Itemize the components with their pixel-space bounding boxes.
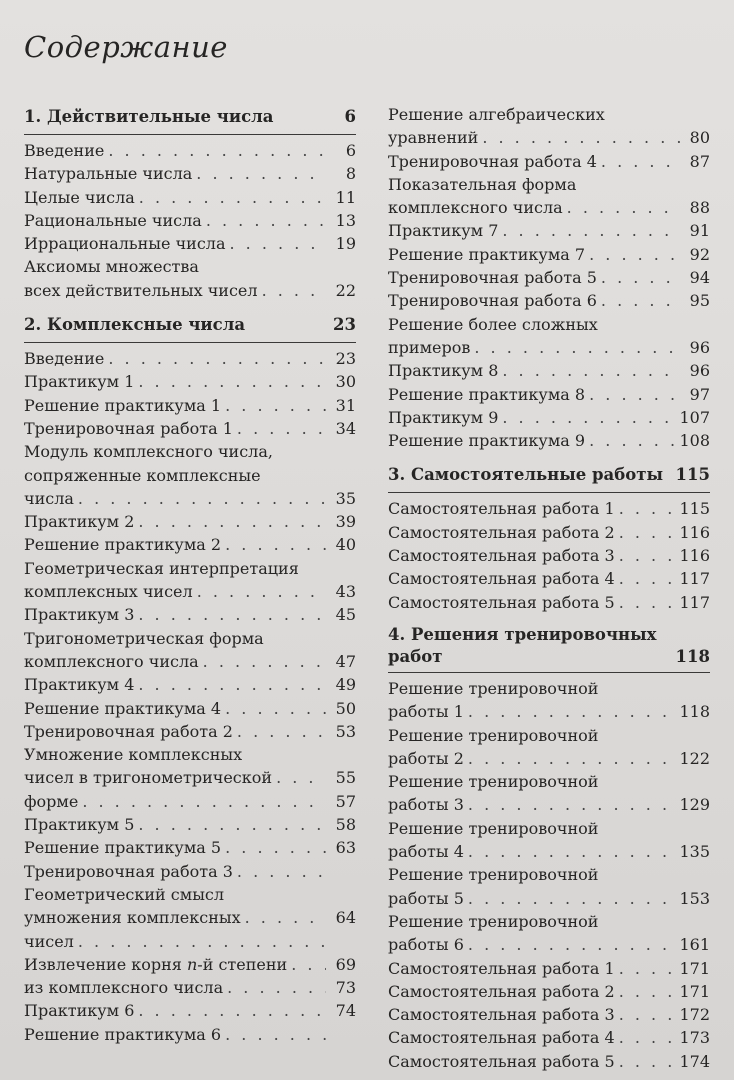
entry-label-part: Извлечение корня (24, 954, 182, 974)
entry-label-line: Решение тренировочной (388, 678, 599, 698)
leader-dots (567, 196, 680, 219)
section-title-row2 (388, 646, 710, 668)
leader-dots (206, 209, 326, 232)
toc-entry (24, 510, 356, 533)
leader-dots (197, 580, 326, 603)
entry-page: 171 (679, 981, 710, 1001)
entry-label-line: Решение более сложных (388, 314, 598, 334)
entry-label: Самостоятельная работа 3 (388, 546, 615, 566)
divider (388, 672, 710, 673)
toc-entry (24, 370, 356, 393)
entry-label: Тренировочная работа 3 (24, 861, 233, 881)
entry-page: 91 (689, 221, 710, 241)
entry-label: чисел в тригонометрической (24, 768, 273, 788)
entry-page: 64 (335, 908, 356, 928)
entry-page: 95 (689, 291, 710, 311)
entry-label-line: Решение тренировочной (388, 818, 599, 838)
toc-entry (388, 1026, 710, 1049)
leader-dots (468, 933, 676, 956)
entry-page: 115 (679, 499, 710, 519)
entry-page: 135 (679, 842, 710, 862)
leader-dots (262, 279, 326, 302)
leader-dots (237, 860, 326, 883)
toc-entry (24, 487, 356, 510)
entry-label: Самостоятельная работа 5 (388, 592, 615, 612)
entry-label-part: -й степени (197, 954, 288, 974)
leader-dots (230, 232, 327, 255)
entry-label: Тренировочная работа 1 (24, 418, 233, 438)
leader-dots (619, 544, 676, 567)
entry-page: 40 (335, 535, 356, 555)
section-title: 4. Решения тренировочных (388, 624, 657, 644)
toc-entry (388, 150, 710, 173)
entry-label: Рациональные числа (24, 210, 202, 230)
leader-dots (225, 697, 326, 720)
entry-label-line: Решение тренировочной (388, 725, 599, 745)
toc-entry (24, 650, 356, 673)
leader-dots (482, 126, 680, 149)
entry-label: Решение практикума 2 (24, 535, 222, 555)
toc-entry (388, 383, 710, 406)
entry-label: Самостоятельная работа 4 (388, 569, 615, 589)
leader-dots (619, 1003, 676, 1026)
entry-label: комплексного числа (24, 651, 199, 671)
toc-entry (24, 976, 356, 999)
entry-label: числа (24, 488, 74, 508)
toc-entry (388, 289, 710, 312)
entry-page: 74 (335, 1001, 356, 1021)
leader-dots (502, 359, 680, 382)
leader-dots (619, 957, 676, 980)
toc-entry (24, 580, 356, 603)
leader-dots (225, 836, 326, 859)
entry-page: 63 (335, 838, 356, 858)
entry-label: работы 4 (388, 842, 464, 862)
entry-label-line: Тригонометрическая форма (24, 628, 264, 648)
toc-entry (24, 279, 356, 302)
entry-page: 172 (679, 1005, 710, 1025)
leader-dots (225, 394, 326, 417)
entry-page: 174 (679, 1051, 710, 1071)
leader-dots (619, 1050, 676, 1073)
entry-label-line: Решение тренировочной (388, 911, 599, 931)
entry-label: Самостоятельная работа 3 (388, 1005, 615, 1025)
toc-entry (24, 232, 356, 255)
toc-entry (24, 790, 356, 813)
section-heading-3 (388, 462, 710, 488)
entry-label: работы 2 (388, 748, 464, 768)
leader-dots (589, 429, 675, 452)
entry-label-line: Решение тренировочной (388, 772, 599, 792)
entry-label: комплексных чисел (24, 582, 193, 602)
entry-label: Практикум 4 (24, 675, 135, 695)
entry-label: Самостоятельная работа 4 (388, 1028, 615, 1048)
entry-label: Решение практикума 6 (24, 1024, 222, 1044)
toc-entry (24, 162, 356, 185)
toc-entry (388, 219, 710, 242)
leader-dots (108, 139, 326, 162)
leader-dots (138, 673, 326, 696)
toc-entry (388, 840, 710, 863)
toc-entry (388, 1050, 710, 1073)
entry-page: 73 (335, 978, 356, 998)
entry-page: 30 (335, 372, 356, 392)
entry-label-line: Умножение комплексных (24, 745, 243, 765)
entry-label: Практикум 2 (24, 512, 135, 532)
leader-dots (468, 840, 676, 863)
leader-dots (619, 497, 676, 520)
toc-entry (24, 673, 356, 696)
entry-page: 96 (689, 361, 710, 381)
toc-entry (24, 930, 356, 953)
leader-dots (138, 999, 326, 1022)
entry-label-line: Геометрическая интерпретация (24, 558, 299, 578)
toc-entry (388, 933, 710, 956)
toc-entry (24, 813, 356, 836)
leader-dots (502, 406, 675, 429)
toc-entry (388, 429, 710, 452)
toc-entry (388, 591, 710, 614)
toc-entry (388, 544, 710, 567)
leader-dots (619, 521, 676, 544)
leader-dots (138, 603, 326, 626)
entry-page: 173 (679, 1028, 710, 1048)
entry-page: 57 (335, 791, 356, 811)
entry-page: 8 (345, 164, 356, 184)
entry-page: 58 (335, 815, 356, 835)
entry-label: Натуральные числа (24, 164, 193, 184)
leader-dots (601, 150, 680, 173)
leader-dots (619, 591, 676, 614)
entry-label: Решение практикума 8 (388, 384, 586, 404)
entry-label: Самостоятельная работа 1 (388, 499, 615, 519)
leader-dots (138, 510, 326, 533)
leader-dots (138, 813, 326, 836)
toc-entry (388, 793, 710, 816)
entry-label: Самостоятельная работа 2 (388, 522, 615, 542)
entry-page: 116 (679, 546, 710, 566)
toc-entry (388, 359, 710, 382)
entry-page: 50 (335, 698, 356, 718)
toc-entry (388, 887, 710, 910)
toc-left-column (24, 104, 356, 1046)
entry-label: Решение практикума 1 (24, 395, 222, 415)
toc-entry (24, 953, 356, 976)
entry-page: 35 (335, 488, 356, 508)
toc-entry (388, 700, 710, 723)
entry-label: Самостоятельная работа 1 (388, 958, 615, 978)
entry-page: 97 (689, 384, 710, 404)
entry-label: Практикум 3 (24, 605, 135, 625)
entry-page: 39 (335, 512, 356, 532)
entry-page: 87 (689, 151, 710, 171)
entry-label: Практикум 5 (24, 815, 135, 835)
entry-page: 116 (679, 522, 710, 542)
entry-label (24, 953, 287, 976)
toc-entry (388, 243, 710, 266)
entry-page: 34 (335, 418, 356, 438)
entry-label: работы 5 (388, 888, 464, 908)
leader-dots (276, 766, 326, 789)
entry-page: 161 (679, 935, 710, 955)
toc-entry (24, 999, 356, 1022)
entry-page: 92 (689, 244, 710, 264)
entry-page: 47 (335, 651, 356, 671)
entry-page: 6 (345, 141, 356, 160)
entry-label: работы 6 (388, 935, 464, 955)
leader-dots (237, 720, 326, 743)
entry-label: Практикум 6 (24, 1001, 135, 1021)
toc-entry (24, 836, 356, 859)
entry-page: 53 (335, 721, 356, 741)
section-heading-1 (24, 104, 356, 130)
leader-dots (601, 289, 680, 312)
entry-label-line: Геометрический смысл (24, 884, 225, 904)
divider (388, 492, 710, 493)
entry-label: Тренировочная работа 4 (388, 151, 597, 171)
toc-entry (24, 603, 356, 626)
leader-dots (227, 976, 326, 999)
entry-page: 153 (679, 888, 710, 908)
leader-dots (474, 336, 680, 359)
leader-dots (291, 953, 326, 976)
section-title: 3. Самостоятельные работы (388, 465, 664, 485)
leader-dots (196, 162, 326, 185)
leader-dots (203, 650, 326, 673)
divider (24, 134, 356, 135)
leader-dots (502, 219, 680, 242)
entry-label-line: Модуль комплексного числа, (24, 442, 273, 462)
leader-dots (245, 906, 326, 929)
toc-entry (388, 336, 710, 359)
divider (24, 342, 356, 343)
leader-dots (468, 700, 676, 723)
toc-entry (388, 497, 710, 520)
entry-page: 94 (689, 268, 710, 288)
entry-label: Практикум 9 (388, 407, 499, 427)
leader-dots (619, 567, 676, 590)
entry-label: Тренировочная работа 6 (388, 291, 597, 311)
entry-page: 11 (335, 187, 356, 207)
toc-entry (24, 186, 356, 209)
toc-entry (388, 521, 710, 544)
math-variable: n (186, 954, 198, 974)
leader-dots (237, 417, 326, 440)
toc-entry (24, 906, 356, 929)
entry-label: чисел (24, 931, 74, 951)
toc-entry (388, 957, 710, 980)
toc-entry (388, 567, 710, 590)
toc-right-column (388, 103, 710, 1073)
entry-label: всех действительных чисел (24, 280, 258, 300)
leader-dots (139, 186, 326, 209)
toc-entry (24, 720, 356, 743)
entry-page: 55 (335, 768, 356, 788)
entry-label: Иррациональные числа (24, 234, 226, 254)
entry-page: 22 (335, 280, 356, 300)
entry-label: Тренировочная работа 2 (24, 721, 233, 741)
entry-label: уравнений (388, 128, 479, 148)
entry-page: 171 (679, 958, 710, 978)
toc-entry (388, 266, 710, 289)
entry-page: 129 (679, 795, 710, 815)
leader-dots (468, 793, 676, 816)
entry-page: 23 (335, 349, 356, 369)
entry-page: 45 (335, 605, 356, 625)
leader-dots (138, 370, 326, 393)
entry-label: Практикум 7 (388, 221, 499, 241)
entry-label: Введение (24, 141, 105, 160)
entry-label: Введение (24, 349, 105, 369)
entry-page: 96 (689, 337, 710, 357)
toc-entry (24, 697, 356, 720)
entry-label: Самостоятельная работа 2 (388, 981, 615, 1001)
entry-label: работы 1 (388, 702, 464, 722)
entry-label: Тренировочная работа 5 (388, 268, 597, 288)
entry-label-line: Решение алгебраических (388, 105, 605, 124)
entry-label-line: Решение тренировочной (388, 865, 599, 885)
toc-entry (24, 533, 356, 556)
leader-dots (619, 1026, 676, 1049)
entry-label: Решение практикума 4 (24, 698, 222, 718)
page-title: Содержание (24, 30, 228, 64)
entry-page: 88 (689, 198, 710, 218)
entry-page: 117 (679, 592, 710, 612)
entry-page: 118 (679, 702, 710, 722)
entry-page: 49 (335, 675, 356, 695)
toc-entry (388, 126, 710, 149)
entry-label: Решение практикума 9 (388, 431, 586, 451)
toc-entry (24, 766, 356, 789)
entry-label: умножения комплексных (24, 908, 241, 928)
entry-page: 117 (679, 569, 710, 589)
entry-label: Практикум 8 (388, 361, 499, 381)
section-page: 118 (675, 646, 710, 666)
entry-page: 31 (335, 395, 356, 415)
toc-entry (388, 1003, 710, 1026)
entry-label: из комплексного числа (24, 978, 224, 998)
leader-dots (601, 266, 680, 289)
toc-entry (24, 1023, 356, 1046)
section-heading-2 (24, 312, 356, 338)
entry-label: Практикум 1 (24, 372, 135, 392)
leader-dots (468, 747, 676, 770)
section-page: 115 (675, 465, 710, 485)
toc-entry (24, 347, 356, 370)
entry-page: 13 (335, 210, 356, 230)
leader-dots (225, 533, 326, 556)
entry-label: форме (24, 791, 79, 811)
entry-label-line: сопряженные комплексные (24, 465, 261, 485)
entry-label: комплексного числа (388, 198, 563, 218)
entry-page: 43 (335, 582, 356, 602)
toc-entry (388, 406, 710, 429)
entry-label-line: Показательная форма (388, 174, 577, 194)
toc-entry (24, 139, 356, 162)
entry-page: 19 (335, 234, 356, 254)
leader-dots (589, 243, 680, 266)
leader-dots (78, 487, 326, 510)
entry-page: 108 (679, 431, 710, 451)
section-heading-4 (388, 624, 710, 668)
toc-entry (24, 417, 356, 440)
section-title: 1. Действительные числа (24, 107, 274, 126)
leader-dots (619, 980, 676, 1003)
entry-label: Целые числа (24, 187, 135, 207)
section-title-cont: работ (388, 646, 443, 666)
entry-label-line: Аксиомы множества (24, 257, 199, 277)
toc-entry (388, 747, 710, 770)
toc-entry (388, 196, 710, 219)
leader-dots (108, 347, 326, 370)
toc-entry (24, 209, 356, 232)
entry-label: Решение практикума 7 (388, 244, 586, 264)
leader-dots (82, 790, 326, 813)
entry-page: 122 (679, 748, 710, 768)
leader-dots (468, 887, 676, 910)
leader-dots (225, 1023, 326, 1046)
leader-dots (589, 383, 680, 406)
leader-dots (78, 930, 326, 953)
section-page: 23 (333, 315, 356, 335)
toc-entry (24, 394, 356, 417)
section-page: 6 (344, 107, 356, 126)
entry-label: Самостоятельная работа 5 (388, 1051, 615, 1071)
entry-label: примеров (388, 337, 471, 357)
entry-page: 107 (679, 407, 710, 427)
entry-label: Решение практикума 5 (24, 838, 222, 858)
entry-page: 80 (689, 128, 710, 148)
toc-entry (24, 860, 356, 883)
entry-label: работы 3 (388, 795, 464, 815)
entry-page: 69 (335, 954, 356, 974)
toc-entry (388, 980, 710, 1003)
section-title: 2. Комплексные числа (24, 315, 246, 335)
